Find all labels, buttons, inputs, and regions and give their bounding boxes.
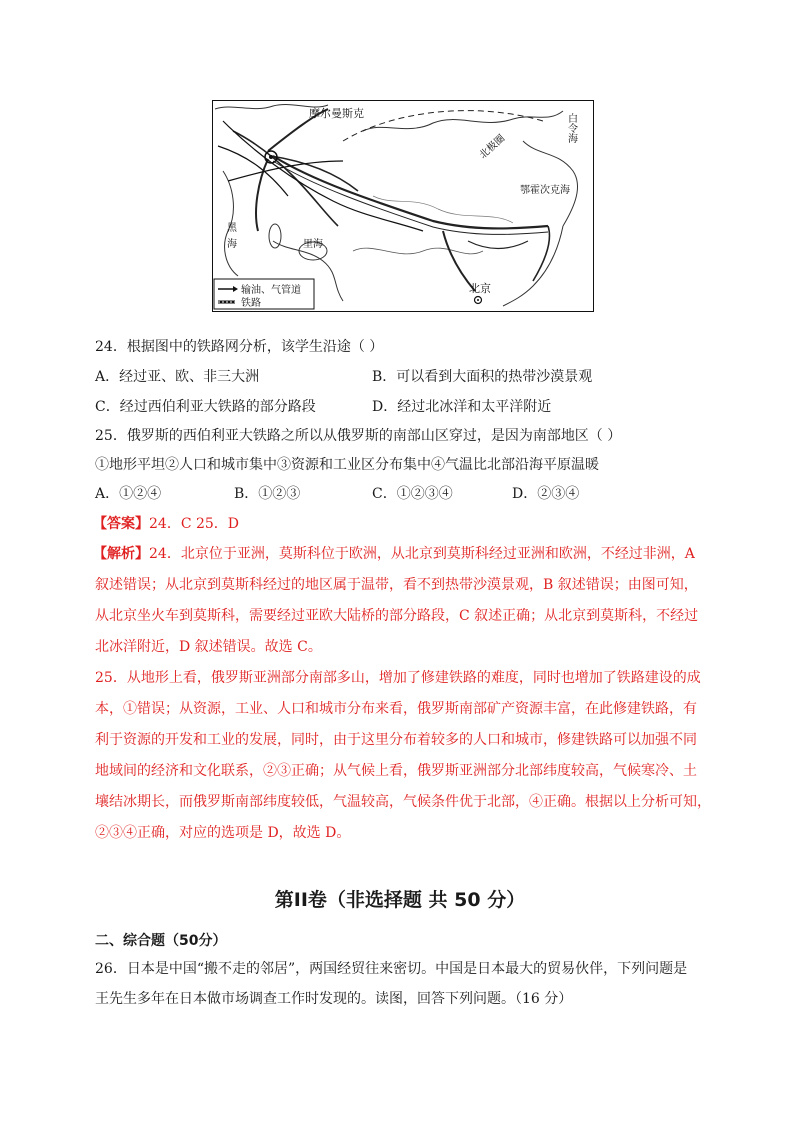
label-murmansk: 摩尔曼斯克 <box>309 107 364 120</box>
q25-option-b: B．①②③ <box>234 486 301 502</box>
analysis-line-9: 壤结冰期长，而俄罗斯南部纬度较低，气温较高，气候条件优于北部，④正确。根据以上分析可知， <box>95 794 711 810</box>
q26-line-1: 26．日本是中国“搬不走的邻居”，两国经贸往来密切。中国是日本最大的贸易伙伴，下列问题是 <box>95 961 688 977</box>
map-drawing <box>213 101 592 310</box>
analysis-tag: 【解析】 <box>93 546 149 562</box>
analysis-line-10: ②③④正确，对应的选项是 D，故选 D。 <box>95 825 351 841</box>
analysis-line-3: 从北京坐火车到莫斯科，需要经过亚欧大陆桥的部分路段，C 叙述正确；从北京到莫斯科，不经过 <box>95 608 699 624</box>
q24-option-a: A．经过亚、欧、非三大洲 <box>95 369 260 385</box>
analysis-line-8: 地域间的经济和文化联系，②③正确；从气候上看，俄罗斯亚洲部分北部纬度较高，气候寒冷、土 <box>95 763 697 779</box>
q24-option-c: C．经过西伯利亚大铁路的部分路段 <box>95 399 316 415</box>
q25-items: ①地形平坦②人口和城市集中③资源和工业区分布集中④气温比北部沿海平原温暖 <box>95 457 599 473</box>
label-arctic-circle: 北极圈 <box>477 132 508 162</box>
q25-option-d: D．②③④ <box>512 486 580 502</box>
label-beijing: 北京 <box>469 282 491 295</box>
q25-option-a: A．①②④ <box>95 486 162 502</box>
analysis-line-2: 叙述错误；从北京到莫斯科经过的地区属于温带，看不到热带沙漠景观，B 叙述错误；由图可知， <box>95 577 698 593</box>
answer-text: 24．C 25．D <box>149 516 240 532</box>
answer-block <box>93 515 239 533</box>
analysis-line-4: 北冰洋附近，D 叙述错误。故选 C。 <box>95 639 322 655</box>
label-okhotsk-sea: 鄂霍次克海 <box>520 185 570 196</box>
legend-railway: 铁路 <box>241 298 261 309</box>
q24-stem: 24．根据图中的铁路网分析，该学生沿途（ ） <box>95 339 384 355</box>
label-bering-sea: 白令海 <box>565 113 577 143</box>
analysis-line-5: 25．从地形上看，俄罗斯亚洲部分南部多山，增加了修建铁路的难度，同时也增加了铁路建设的成 <box>95 670 701 686</box>
legend-pipeline: 输油、气管道 <box>241 285 301 296</box>
q25-stem: 25．俄罗斯的西伯利亚大铁路之所以从俄罗斯的南部山区穿过，是因为南部地区（ ） <box>95 428 622 444</box>
q26-line-2: 王先生多年在日本做市场调查工作时发现的。读图，回答下列问题。（16 分） <box>95 991 573 1007</box>
analysis-line-6: 本，①错误；从资源，工业、人口和城市分布来看，俄罗斯南部矿产资源丰富，在此修建铁路，有 <box>95 701 697 717</box>
label-black-sea-2: 海 <box>227 239 237 250</box>
q24-option-d: D．经过北冰洋和太平洋附近 <box>372 399 552 415</box>
label-caspian-sea: 里海 <box>303 239 323 250</box>
analysis-line-7: 利于资源的开发和工业的发展，同时，由于这里分布着较多的人口和城市，修建铁路可以加强不同 <box>95 732 697 748</box>
analysis-line-1: 【解析】24．北京位于亚洲，莫斯科位于欧洲，从北京到莫斯科经过亚洲和欧洲，不经过非洲，A <box>93 546 695 562</box>
railway-map <box>212 100 594 312</box>
label-black-sea-1: 黑 <box>227 223 237 234</box>
section-title: 第II卷（非选择题 共 50 分） <box>274 889 526 911</box>
answer-tag: 【答案】 <box>93 516 149 532</box>
section-part-heading: 二、综合题（50分） <box>95 933 227 949</box>
q24-option-b: B．可以看到大面积的热带沙漠景观 <box>372 369 593 385</box>
q25-option-c: C．①②③④ <box>372 486 453 502</box>
